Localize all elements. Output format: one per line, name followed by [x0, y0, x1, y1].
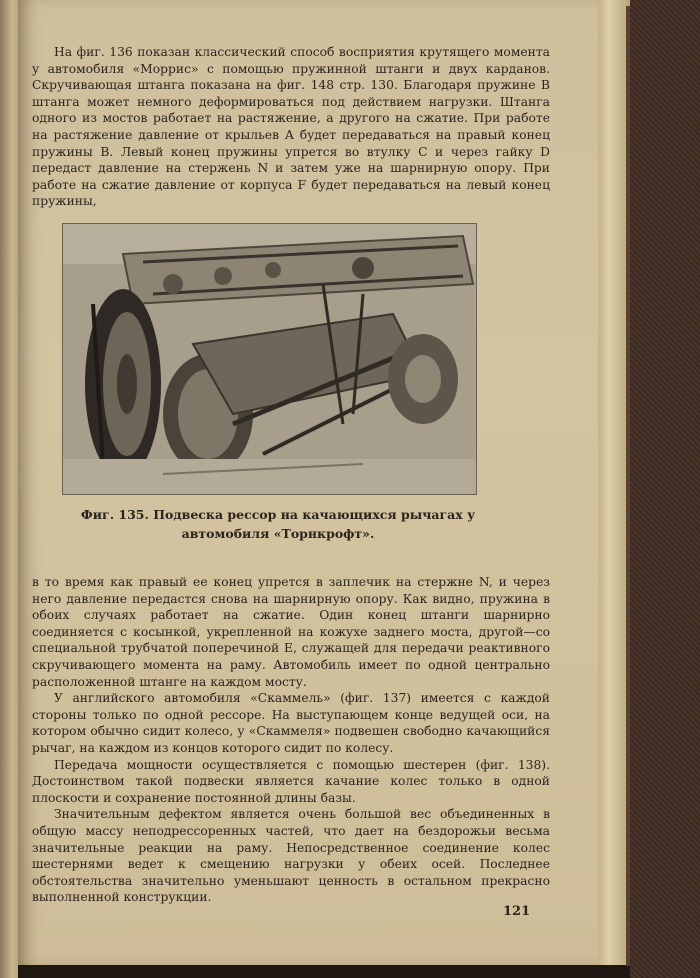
text-block-bottom: [32, 574, 550, 906]
paragraph: У английского автомобиля «Скаммель» (фиг. 137) имеется с каждой стороны только по одной рессоре. На выступающем конце ведущей оси, на котором обычно сидит колесо, у «Скаммеля» подвешен свободно качающийся рычаг, на каждом из концов которого сидит по колесу.: [32, 691, 550, 755]
page-number: 121: [503, 904, 531, 919]
paragraph: На фиг. 136 показан классический способ восприятия крутящего момента у автомобиля «Моррис» с помощью пружинной штанги и двух карданов. Скручивающая штанга показана на фиг. 148 стр. 130. Благодаря пружине B штанга может немного деформироваться под действием нагрузки. Штанга одного из мостов работает на растяжение, а другого на сжатие. При работе на растяжение давление от крыльев A будет передаваться на правый конец пружины B. Левый конец пружины упрется во втулку C и через гайку D передаст давление на стержень N и затем уже на шарнирную опору. При работе на сжатие давление от корпуса F будет передаваться на левый конец пружины,: [32, 45, 550, 209]
caption-line: Фиг. 135. Подвеска рессор на качающихся рычагах у: [80, 507, 476, 522]
paragraph: в то время как правый ее конец упрется в заплечик на стержне N, и через него давление передастся снова на шарнирную опору. Как видно, пружина в обоих случаях работает на сжатие. Один конец штанги шарнирно соединяется с косынкой, укрепленной на кожухе заднего моста, другой—со специальной трубчатой поперечиной E, служащей для передачи реактивного скручивающего момента на раму. Автомобиль имеет по одной центрально расположенной штанге на каждом мосту.: [32, 575, 550, 689]
book-page: [18, 0, 598, 965]
paragraph: Значительным дефектом является очень большой вес объединенных в общую массу неподрессоренных частей, что дает на бездорожьи весьма значительные реакции на раму. Непосредственное соединение колес шестернями ведет к смещению нагрузки у обеих осей. Последнее обстоятельства значительно уменьшают ценность в остальном прекрасно выполненной конструкции.: [32, 807, 550, 905]
book-cover: [630, 0, 700, 978]
caption-line: автомобиля «Торнкрофт».: [181, 526, 375, 541]
text-block-top: [32, 44, 550, 210]
suspension-photo: [62, 223, 477, 495]
figure-caption: [48, 505, 508, 543]
paragraph: Передача мощности осуществляется с помощью шестерен (фиг. 138). Достоинством такой подвески является качание колес только в одной плоскости и сохранение постоянной длины базы.: [32, 757, 550, 805]
left-page-edge: [0, 0, 18, 978]
